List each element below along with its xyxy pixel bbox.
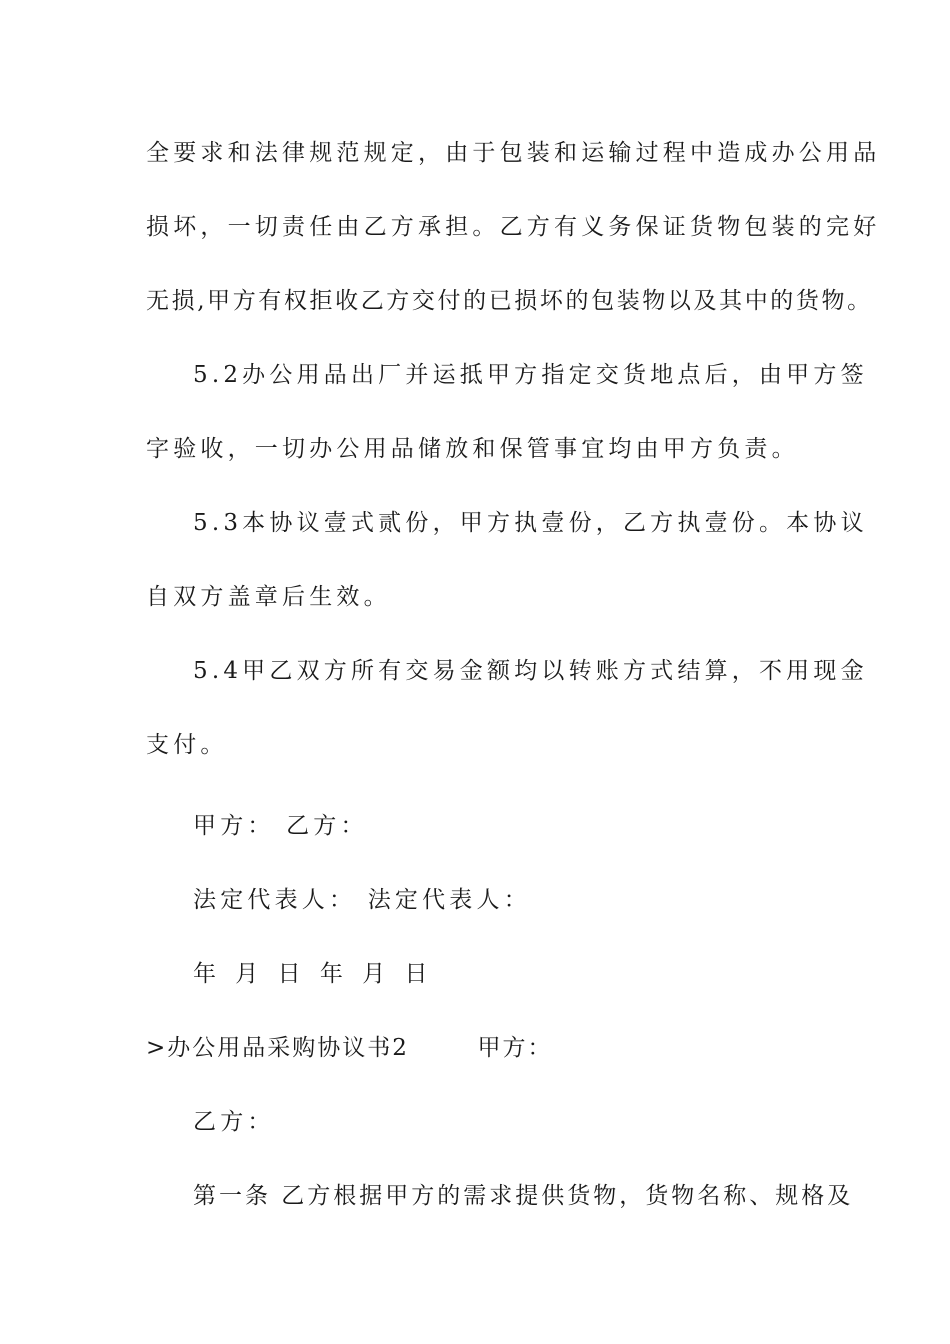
paragraph-line: 字验收，一切办公用品储放和保管事宜均由甲方负责。 xyxy=(146,436,799,462)
clause-5-2-line: 5.2办公用品出厂并运抵甲方指定交货地点后，由甲方签 xyxy=(193,362,868,388)
party-b-line: 乙方： xyxy=(193,1109,275,1135)
paragraph-line: 自双方盖章后生效。 xyxy=(146,584,391,610)
clause-5-4-line: 5.4甲乙双方所有交易金额均以转账方式结算，不用现金 xyxy=(193,658,868,684)
clause-5-3-line: 5.3本协议壹式贰份，甲方执壹份，乙方执壹份。本协议 xyxy=(193,510,868,536)
paragraph-line: 全要求和法律规范规定，由于包装和运输过程中造成办公用品 xyxy=(146,140,881,166)
party-signature-line: 甲方： 乙方： xyxy=(193,813,368,839)
article-one-line: 第一条 乙方根据甲方的需求提供货物，货物名称、规格及 xyxy=(193,1183,854,1209)
paragraph-line: 损坏，一切责任由乙方承担。乙方有义务保证货物包装的完好 xyxy=(146,214,881,240)
legal-representative-line: 法定代表人： 法定代表人： xyxy=(193,887,531,913)
agreement-title-line: >办公用品采购协议书2 甲方： xyxy=(146,1035,553,1061)
paragraph-line: 无损,甲方有权拒收乙方交付的已损坏的包装物以及其中的货物。 xyxy=(146,288,873,314)
paragraph-line: 支付。 xyxy=(146,732,228,758)
date-line: 年 月 日 年 月 日 xyxy=(193,961,434,987)
